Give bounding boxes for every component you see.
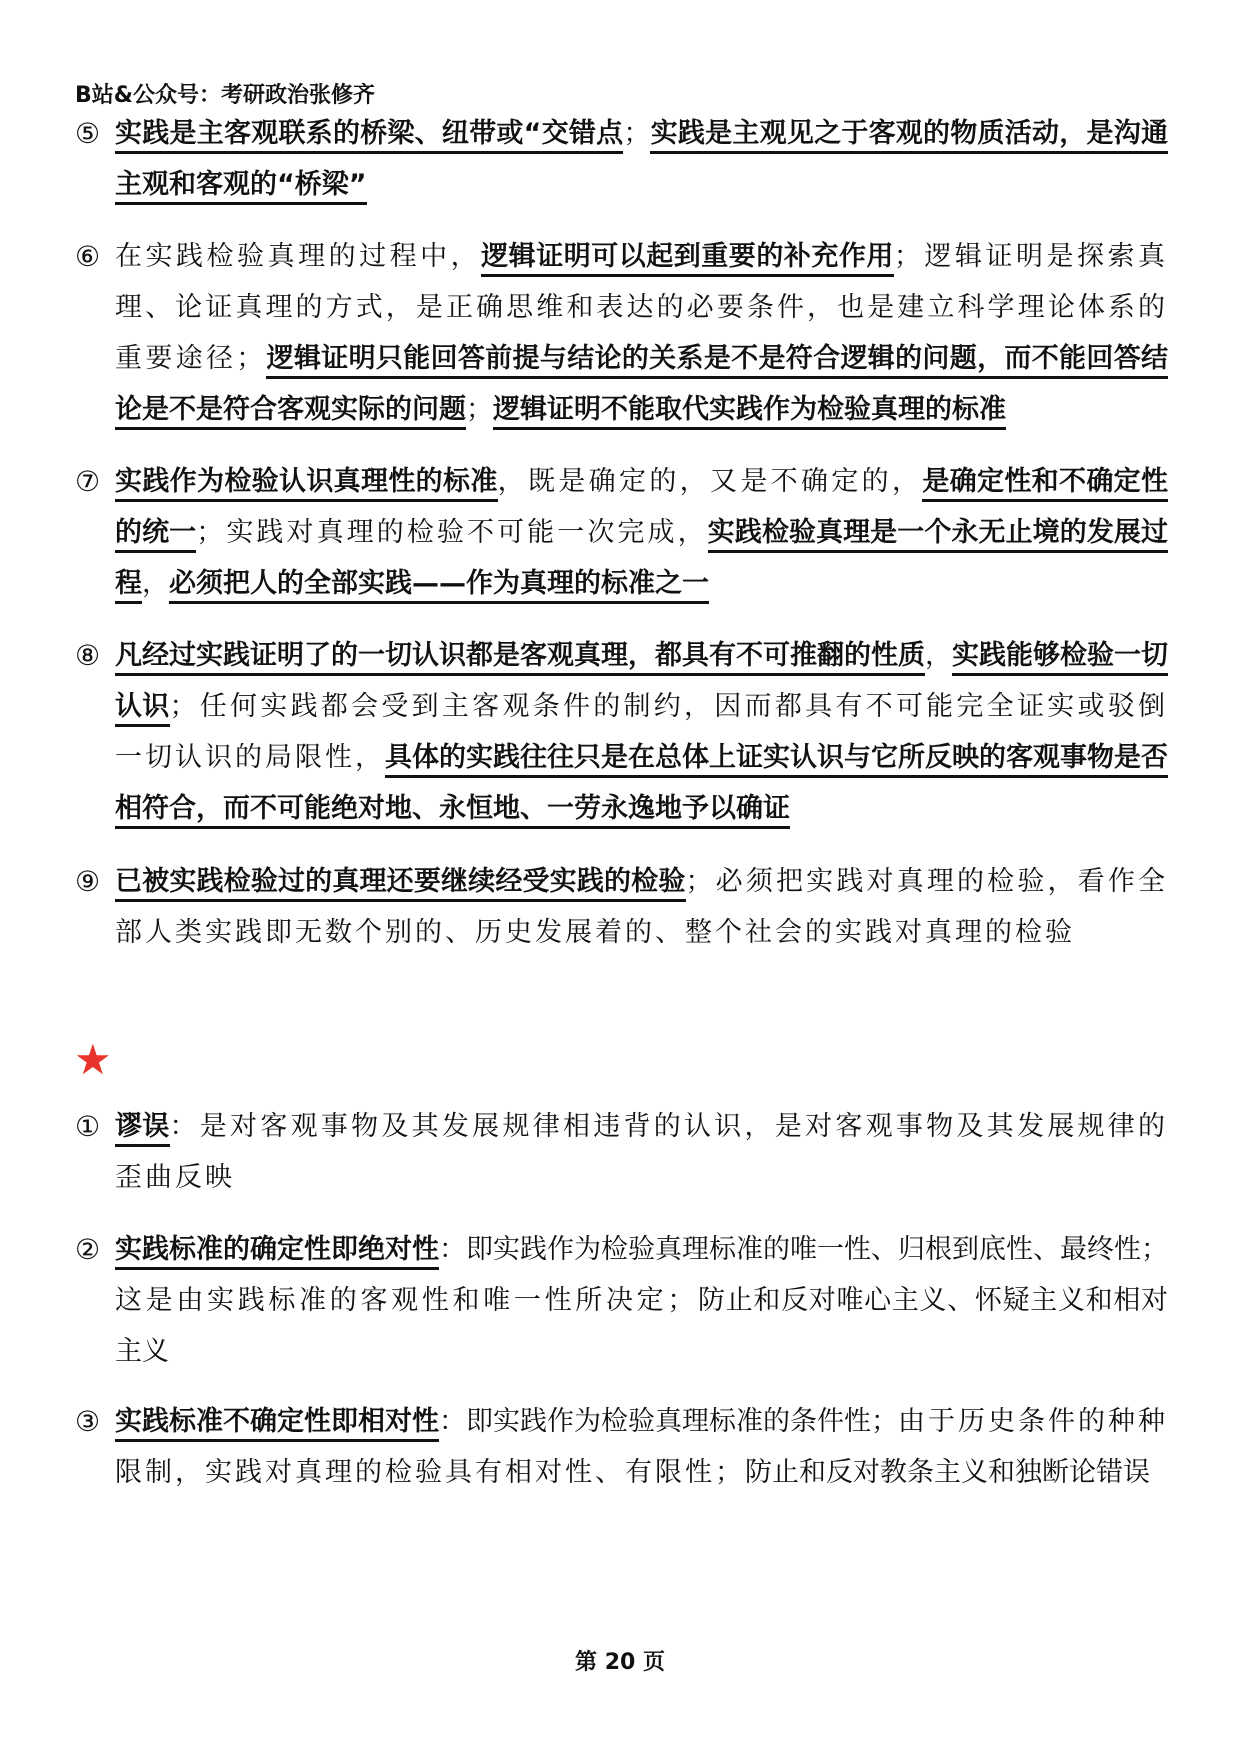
item-text — [115, 1396, 1168, 1498]
item-number: ⑧ — [75, 639, 101, 672]
key-point-underlined: 已被实践检验过的真理还要继续经受实践的检验 — [115, 866, 686, 902]
item-number: ③ — [75, 1405, 101, 1438]
key-point-underlined: 实践是主观见之于客观的物质活动，是沟通主观和客观的“桥梁” — [115, 118, 1168, 205]
text-segment: 这是由实践标准的客观性和唯一性所决定； — [115, 1285, 698, 1316]
list-item — [75, 630, 1168, 834]
text-segment: ：是对客观事物及其发展规律相违背的认识，是对客观事物及其发展规律的歪曲反映 — [115, 1111, 1169, 1193]
item-number: ② — [75, 1233, 101, 1266]
key-point-underlined: 凡经过实践证明了的一切认识都是客观真理，都具有不可推翻的性质 — [115, 640, 925, 676]
key-point-underlined: 逻辑证明可以起到重要的补充作用 — [481, 241, 894, 277]
item-text — [115, 1224, 1168, 1377]
text-segment: ；必须把实践对真理的检验，看作全部人类实践即无数个别的、历史发展着的、整个社会的实践对真理的检验 — [115, 866, 1168, 948]
text-segment: ：即实践作为检验真理标准的条件性； — [439, 1406, 898, 1437]
key-point-underlined: 谬误 — [115, 1111, 170, 1147]
text-segment: ：即实践作为检验真理标准的唯一性、归根到底性、最终性； — [439, 1234, 1168, 1265]
text-segment: 由于历史条件的种种限制，实践对真理的检验具有相对性、有限性； — [115, 1406, 1168, 1488]
text-segment: ， — [925, 640, 952, 671]
key-point-underlined: 具体的实践往往只是在总体上证实认识与它所反映的客观事物是否相符合，而不可能绝对地、永恒地、一劳永逸地予以确证 — [115, 742, 1168, 829]
text-segment: 在实践检验真理的过程中， — [115, 241, 482, 272]
item-number: ⑥ — [75, 240, 101, 273]
text-segment: ；实践对真理的检验不可能一次完成， — [196, 517, 708, 548]
list-item — [75, 856, 1168, 958]
item-number: ⑦ — [75, 465, 101, 498]
key-point-underlined: 必须把人的全部实践——作为真理的标准之一 — [169, 568, 709, 604]
text-segment: ； — [466, 394, 493, 425]
key-point-underlined: 是确定性和不确定性的统一 — [115, 466, 1168, 553]
key-point-underlined: 实践检验真理是一个永无止境的发展过程 — [115, 517, 1168, 604]
key-point-underlined: 实践标准的确定性即绝对性 — [115, 1234, 439, 1270]
page-number: 第 20 页 — [575, 1650, 665, 1675]
list-item — [75, 1101, 1168, 1203]
item-text — [115, 108, 1168, 210]
text-segment: ；任何实践都会受到主客观条件的制约，因而都具有不可能完全证实或驳倒一切认识的局限性， — [115, 691, 1169, 773]
list-item — [75, 108, 1168, 210]
item-number: ⑨ — [75, 865, 101, 898]
text-segment: ； — [623, 118, 651, 149]
text-segment: ；逻辑证明是探索真理、论证真理的方式，是正确思维和表达的必要条件，也是建立科学理论体系的重要途径； — [115, 241, 1169, 374]
page-header: B站&公众号：考研政治张修齐 — [75, 83, 375, 108]
text-segment: ，既是确定的，又是不确定的， — [497, 466, 923, 497]
item-number: ⑤ — [75, 117, 101, 150]
item-number: ① — [75, 1110, 101, 1143]
item-text — [115, 1101, 1168, 1203]
key-point-underlined: 实践标准不确定性即相对性 — [115, 1406, 439, 1442]
key-point-underlined: 实践能够检验一切认识 — [115, 640, 1168, 727]
item-text — [115, 456, 1168, 609]
list-item — [75, 1224, 1168, 1377]
item-text — [115, 630, 1168, 834]
list-item — [75, 1396, 1168, 1498]
key-point-underlined: 实践是主客观联系的桥梁、纽带或“交错点 — [115, 118, 623, 154]
list-item — [75, 231, 1168, 435]
item-text — [115, 856, 1168, 958]
key-point-underlined: 实践作为检验认识真理性的标准 — [115, 466, 498, 502]
key-point-underlined: 逻辑证明不能取代实践作为检验真理的标准 — [493, 394, 1006, 430]
text-segment: 防止和反对唯心主义、怀疑主义和相对主义 — [115, 1285, 1169, 1367]
item-text — [115, 231, 1168, 435]
text-segment: 防止和反对教条主义和独断论错误 — [745, 1457, 1150, 1488]
red-star-icon: ★ — [74, 1035, 112, 1084]
list-item — [75, 456, 1168, 609]
key-point-underlined: 逻辑证明只能回答前提与结论的关系是不是符合逻辑的问题，而不能回答结论是不是符合客观实际的问题 — [115, 343, 1168, 430]
text-segment: ， — [142, 568, 169, 599]
